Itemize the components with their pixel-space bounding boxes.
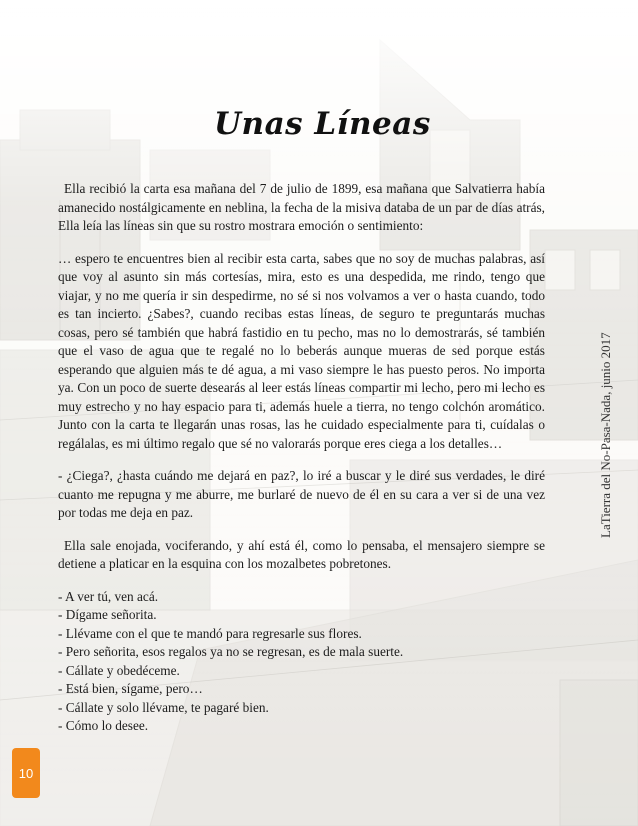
dialogue-line: - Cállate y obedéceme. <box>58 662 180 678</box>
paragraph-letter: … espero te encuentres bien al recibir esta carta, sabes que no soy de muchas palabras, así que voy al asunto sin más cortesías, mira, esto es una despedida, me rindo, tengo que viajar, y no me quería ir sin despedirme, no sé si nos volvamos a ver o hasta cuando, todo es tan incierto. ¿Sabes?, cuando recibas estas líneas, de seguro te preguntarás muchas cosas, pero sé también que habrá fastidio en tu pecho, mas no lo demostrarás, sé también que el vaso de agua que te regalé no lo beberás aunque mueras de sed porque estás esperando que alguien más te dé agua, a mi vaso siempre le has puesto peros. No importa ya. Con un poco de suerte desearás al leer estás líneas compartir mi lecho, pero mi lecho es muy estrecho y no hay espacio para ti, además huele a tierra, no tengo colchón aromático. Junto con la carta te llegarán unas rosas, las he cuidado especialmente para ti, cuídalas o regálalas, es mi último regalo que sé no valorarás porque eres ciega a los detalles… <box>58 250 545 451</box>
page-title: Unas Líneas <box>214 106 431 142</box>
dialogue-list <box>58 588 545 736</box>
dialogue-line: - Dígame señorita. <box>58 607 157 622</box>
dialogue-line: - Cállate y solo llévame, te pagaré bien. <box>58 699 269 715</box>
article-body <box>58 180 545 736</box>
dialogue-line: - Llévame con el que te mandó para regresarle sus flores. <box>58 625 362 641</box>
sidebar-publication-text: LaTierra del No-Pasa-Nada, junio 2017 <box>598 332 613 538</box>
page-number-badge: 10 <box>12 748 40 798</box>
dialogue-line: - Pero señorita, esos regalos ya no se regresan, es de mala suerte. <box>58 644 404 659</box>
dialogue-line: - Está bien, sígame, pero… <box>58 681 203 696</box>
dialogue-line: - A ver tú, ven acá. <box>58 588 159 604</box>
dialogue-line: - Cómo lo desee. <box>58 718 149 733</box>
paragraph-intro: Ella recibió la carta esa mañana del 7 de julio de 1899, esa mañana que Salvatierra había amanecido nostálgicamente en neblina, la fecha de la misiva databa de un par de días atrás, Ella leía las líneas sin que su rostro mostrara emoción o sentimiento: <box>58 181 545 233</box>
paragraph-narration: Ella sale enojada, vociferando, y ahí está él, como lo pensaba, el mensajero siempre se detiene a platicar en la esquina con los mozalbetes pobretones. <box>58 537 545 571</box>
paragraph-reaction: - ¿Ciega?, ¿hasta cuándo me dejará en paz?, lo iré a buscar y le diré sus verdades, le diré cuanto me repugna y me aburre, me burlaré de nuevo de él en su cara a ver si de una vez por todas me deja en paz. <box>58 468 545 520</box>
